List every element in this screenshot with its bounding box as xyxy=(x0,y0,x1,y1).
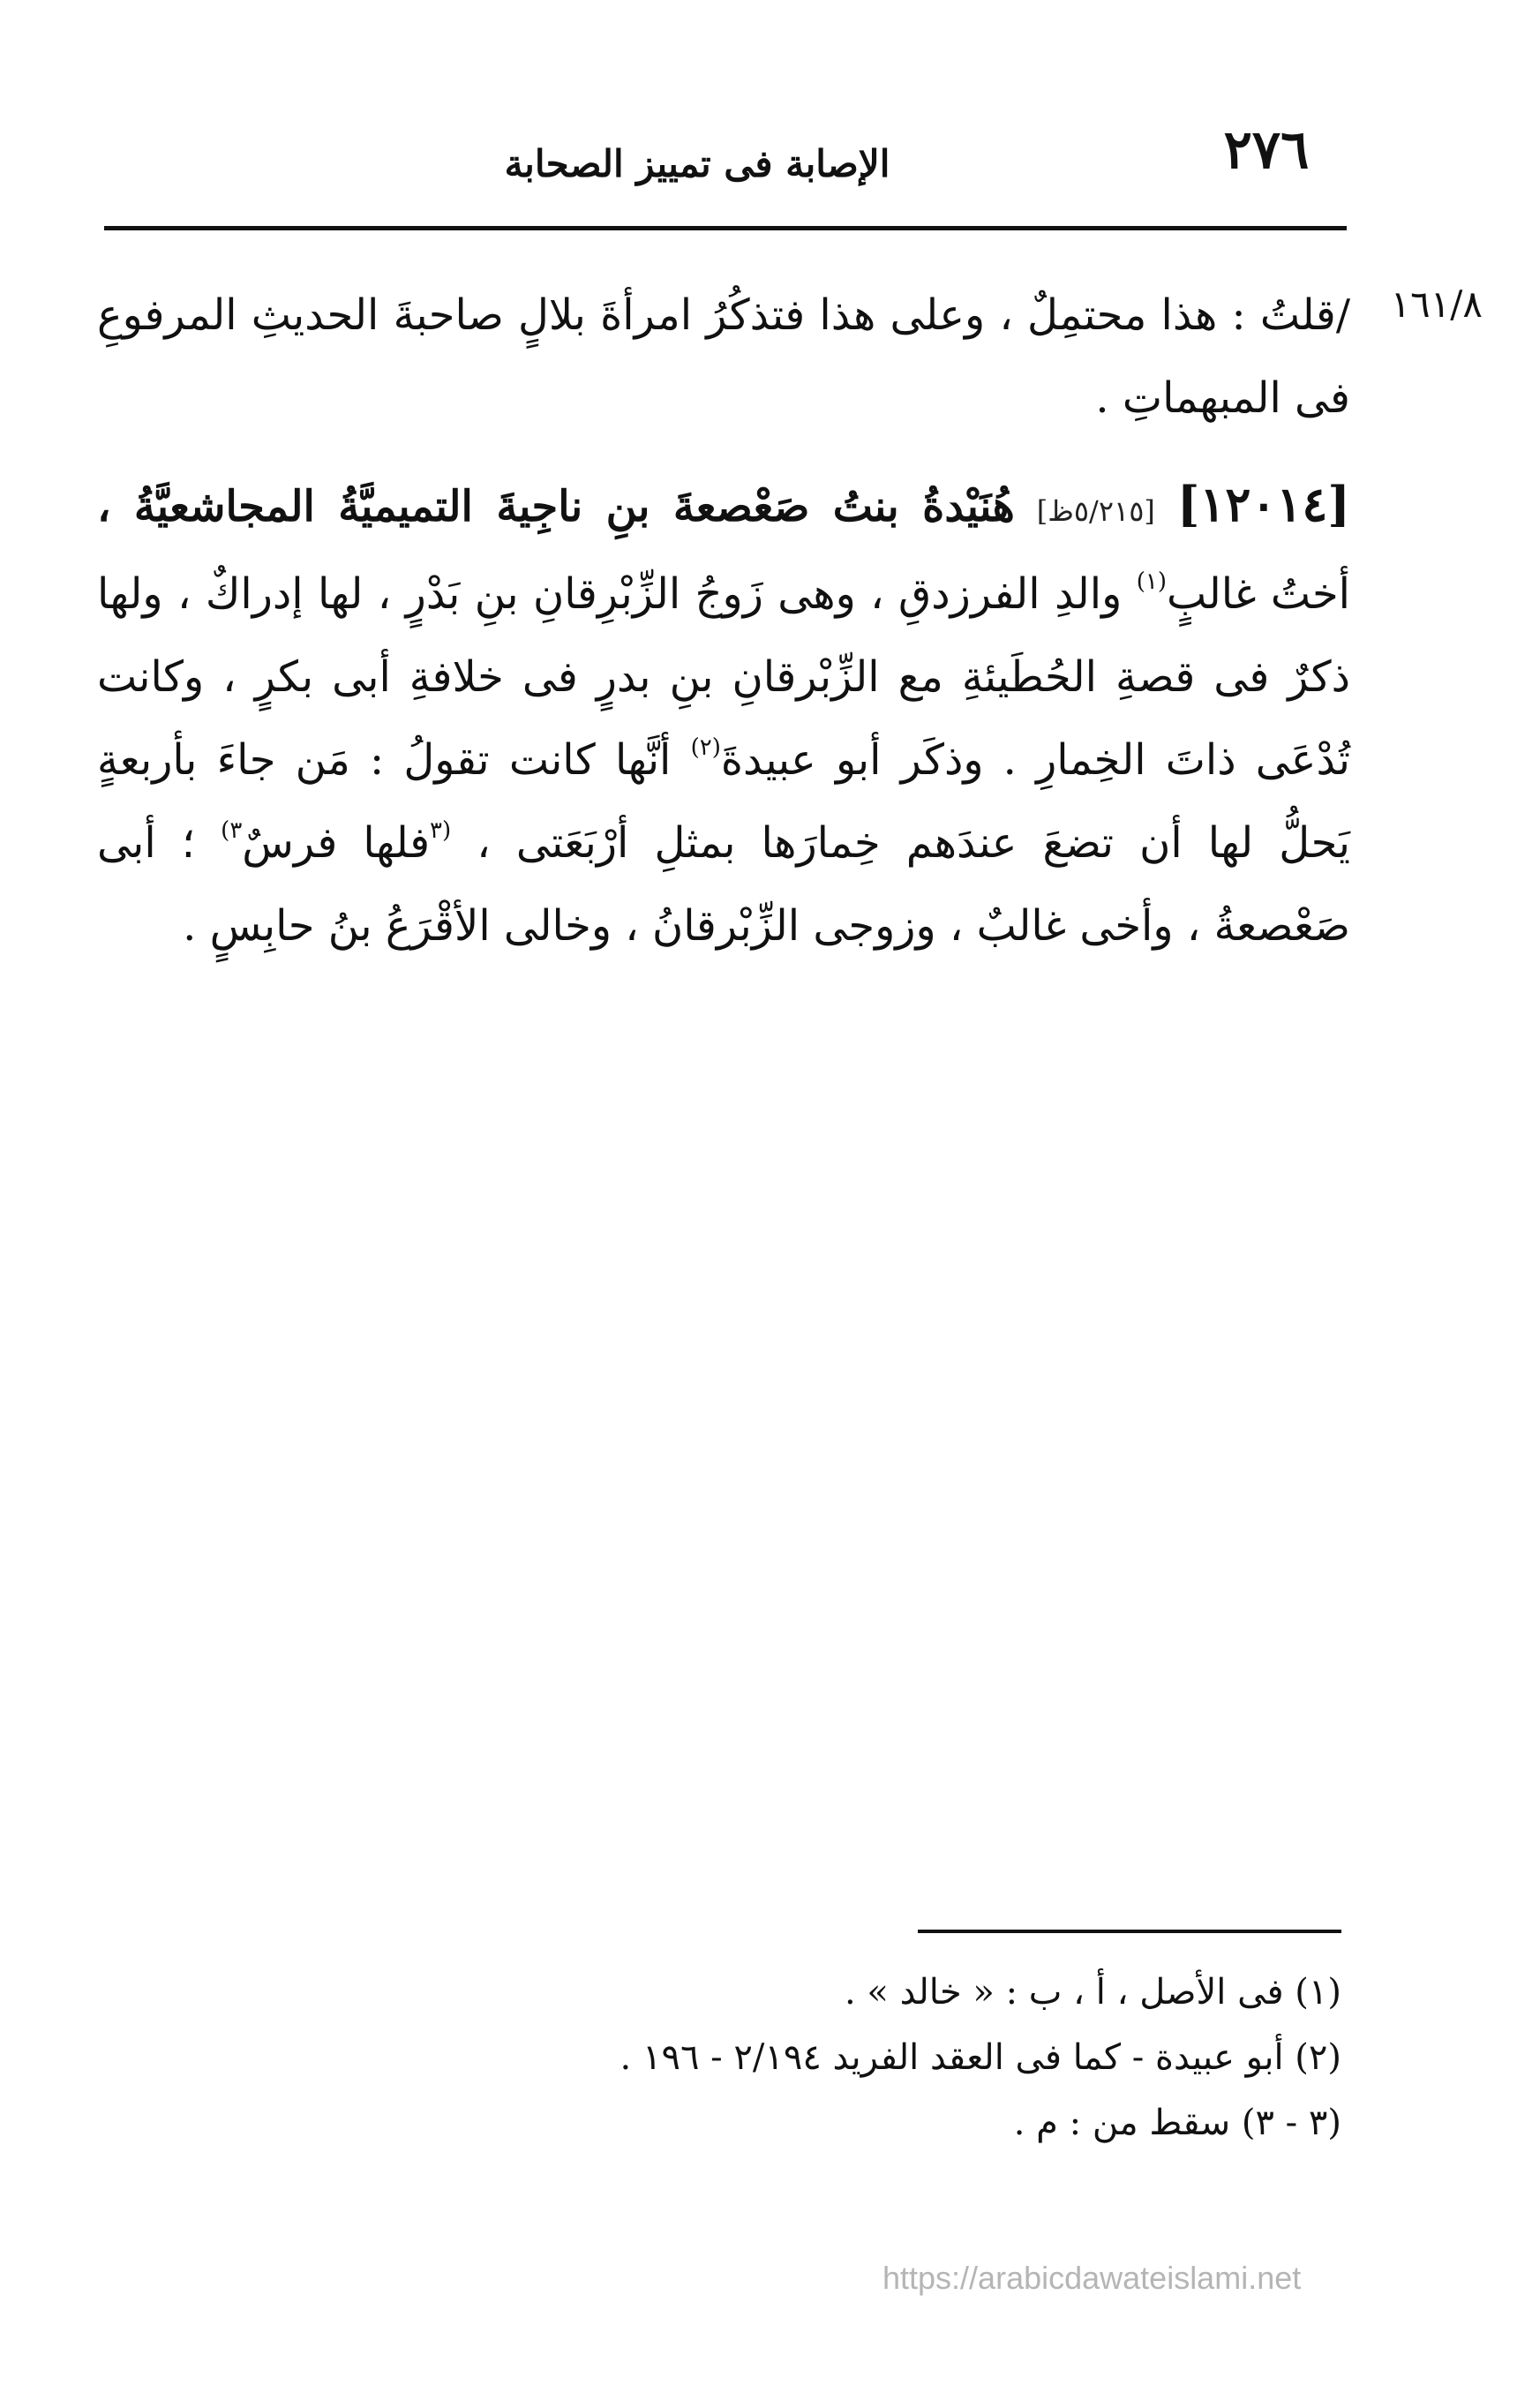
footnote-2: (٢) أبو عبيدة - كما فى العقد الفريد ٢/١٩٤ - ١٩٦ . xyxy=(620,2037,1341,2078)
entry-text-2: والدِ الفرزدقِ ، وهى زَوجُ الزِّبْرِقانِ بنِ بَدْرٍ ، لها إدراكٌ ، ولها ذكرٌ فى قصةِ الحُطَيئةِ مع الزِّبْرقانِ بنِ بدرٍ فى خلافةِ أبى بكرٍ ، وكانت تُدْعَى ذاتَ الخِمارِ . وذكَر أبو عبيدةَ xyxy=(97,569,1351,785)
entry-paragraph xyxy=(97,463,1350,967)
footnote-3: (٣ - ٣) سقط من : م . xyxy=(1013,2103,1341,2143)
entry-text-5: ؛ أبى صَعْصعةُ ، وأخى غالبٌ ، وزوجى الزِّبْرقانُ ، وخالى الأقْرَعُ بنُ حابِسٍ . xyxy=(97,818,1350,951)
footnote-marker-1: (١) xyxy=(1136,568,1167,595)
footnote-1: (١) فى الأصل ، أ ، ب : « خالد » . xyxy=(844,1972,1341,2013)
body-text xyxy=(97,274,1350,967)
footnote-marker-3-open: (٣ xyxy=(430,817,452,844)
paragraph-1: /قلتُ : هذا محتمِلٌ ، وعلى هذا فتذكُرُ امرأةَ بلالٍ صاحبةَ الحديثِ المرفوعِ فى المبهماتِ . xyxy=(97,290,1350,423)
entry-name: هُنَيْدةُ بنتُ صَعْصعةَ بنِ ناجِيةَ التميميَّةُ المجاشعيَّةُ ، xyxy=(97,482,1015,531)
footnotes xyxy=(353,1960,1341,2156)
entry-text-1: أختُ غالبٍ xyxy=(1166,569,1350,619)
margin-reference: ١٦١/٨ xyxy=(1390,282,1483,326)
entry-reference: [٥/٢١٥ظ] xyxy=(1036,494,1155,528)
paragraph-gap xyxy=(97,440,1350,463)
header-rule xyxy=(104,226,1347,230)
footnote-rule xyxy=(918,1930,1341,1933)
entry-text-4: فلها فرسٌ xyxy=(242,818,431,868)
footnote-marker-2: (٢) xyxy=(690,734,721,761)
entry-number: [١٢٠١٤] xyxy=(1176,476,1350,532)
entry-text-3: أنَّها كانت تقولُ : مَن جاءَ بأربعةٍ يَحلُّ لها أن تضعَ عندَهم خِمارَها بمثلِ أرْبَعَتى ، xyxy=(97,735,1350,868)
running-title: الإصابة فى تمييز الصحابة xyxy=(504,142,890,185)
watermark-url: https://arabicdawateislami.net xyxy=(882,2260,1302,2296)
footnote-marker-3-close: ٣) xyxy=(221,817,243,844)
page-number: ٢٧٦ xyxy=(1223,119,1310,181)
